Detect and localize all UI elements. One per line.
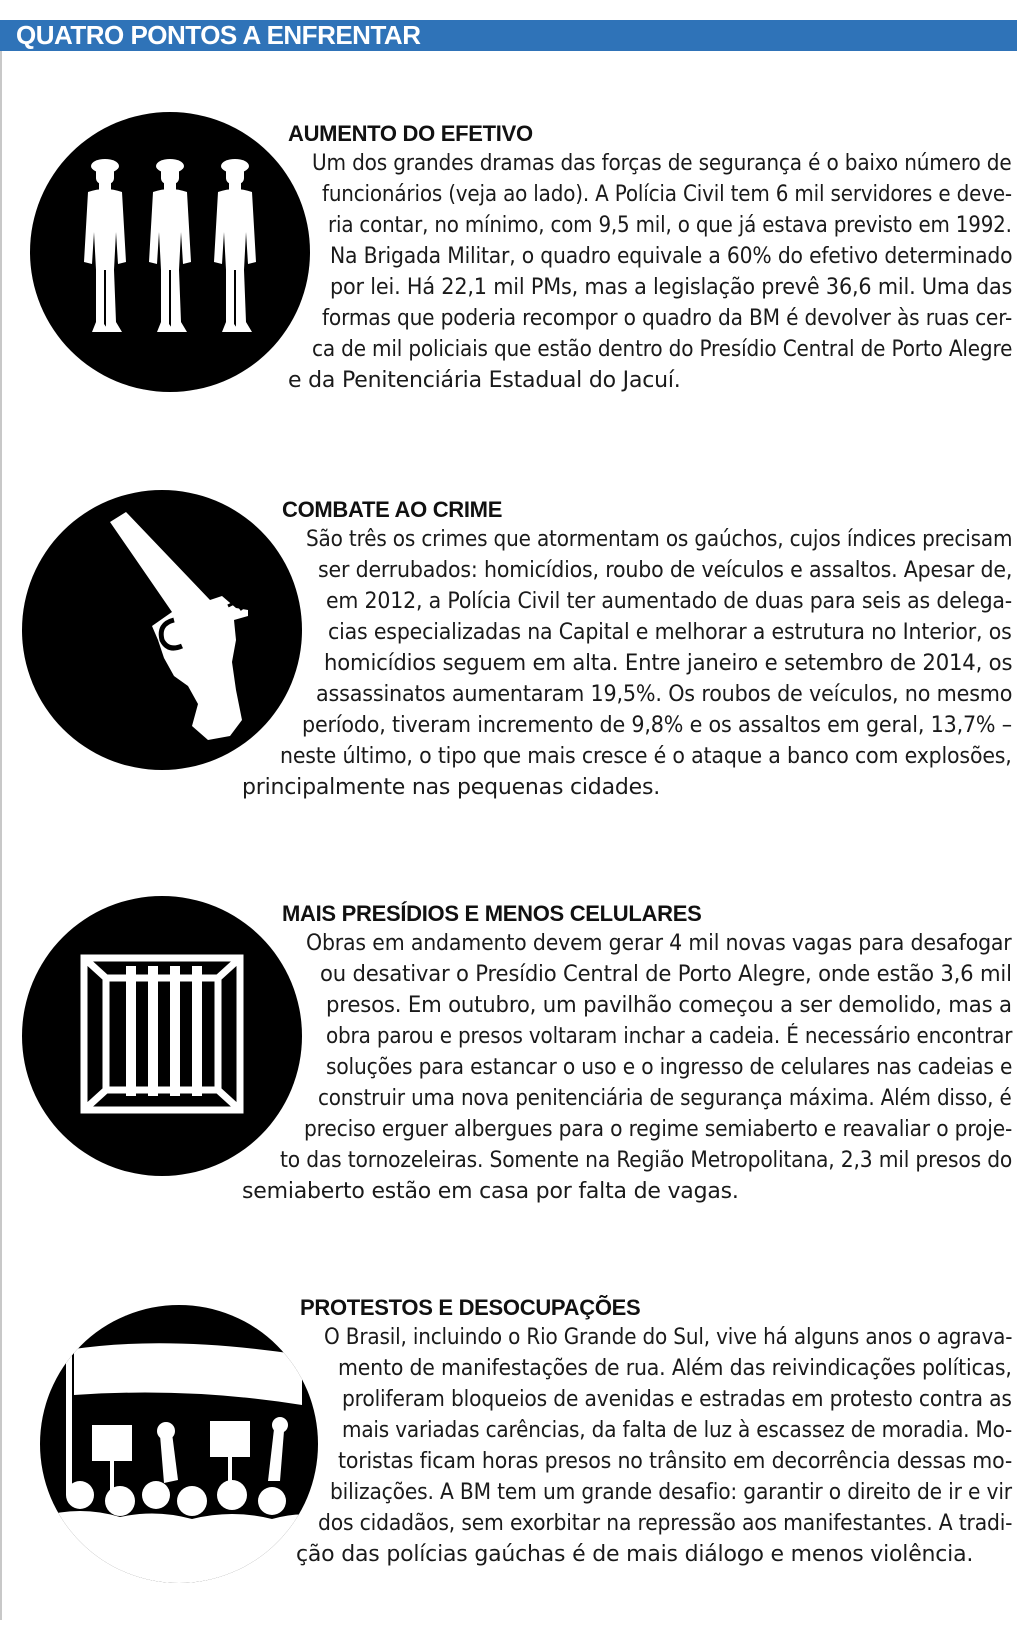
body-line: ser derrubados: homicídios, roubo de veículos e assaltos. Apesar de, <box>318 558 1013 583</box>
body-line: ca de mil policiais que estão dentro do Presídio Central de Porto Alegre <box>312 337 1013 362</box>
body-line: toristas ficam horas presos no trânsito em decorrência dessas mo- <box>338 1449 1013 1474</box>
section-title: MAIS PRESÍDIOS E MENOS CELULARES <box>282 901 702 926</box>
police-officers-icon <box>30 112 310 392</box>
body-line: bilizações. A BM tem um grande desafio: garantir o direito de ir e vir <box>330 1480 1012 1505</box>
body-line: soluções para estancar o uso e o ingresso de celulares nas cadeias e <box>326 1055 1013 1080</box>
body-line: por lei. Há 22,1 mil PMs, mas a legislação prevê 36,6 mil. Uma das <box>330 275 1013 300</box>
body-line: O Brasil, incluindo o Rio Grande do Sul, vive há alguns anos o agrava- <box>324 1325 1013 1350</box>
body-line: em 2012, a Polícia Civil ter aumentado de duas para seis as delega- <box>326 589 1012 614</box>
body-line: cias especializadas na Capital e melhorar a estrutura no Interior, os <box>328 620 1012 645</box>
body-line: São três os crimes que atormentam os gaúchos, cujos índices precisam <box>306 527 1013 552</box>
body-line: principalmente nas pequenas cidades. <box>242 775 661 800</box>
body-line: obra parou e presos voltaram inchar a cadeia. É necessário encontrar <box>326 1024 1013 1049</box>
body-line: formas que poderia recompor o quadro da BM é devolver às ruas cer- <box>322 306 1013 331</box>
body-line: Um dos grandes dramas das forças de segurança é o baixo número de <box>312 151 1012 176</box>
body-line: funcionários (veja ao lado). A Polícia Civil tem 6 mil servidores e deve- <box>322 182 1012 207</box>
body-line: semiaberto estão em casa por falta de vagas. <box>242 1179 739 1204</box>
body-line: ção das polícias gaúchas é de mais diálogo e menos violência. <box>296 1542 974 1567</box>
section-title: COMBATE AO CRIME <box>282 497 503 522</box>
body-line: dos cidadãos, sem exorbitar na repressão aos manifestantes. A tradi- <box>318 1511 1013 1536</box>
body-line: to das tornozeleiras. Somente na Região Metropolitana, 2,3 mil presos do <box>280 1148 1013 1173</box>
body-line: assassinatos aumentaram 19,5%. Os roubos de veículos, no mesmo <box>316 682 1013 707</box>
body-line: ou desativar o Presídio Central de Porto Alegre, onde estão 3,6 mil <box>320 962 1012 987</box>
body-line: período, tiveram incremento de 9,8% e os assaltos em geral, 13,7% – <box>302 713 1012 738</box>
body-line: construir uma nova penitenciária de segurança máxima. Além disso, é <box>318 1086 1012 1111</box>
body-line: Obras em andamento devem gerar 4 mil novas vagas para desafogar <box>306 931 1012 956</box>
body-line: mais variadas carências, da falta de luz à escassez de moradia. Mo- <box>342 1418 1013 1443</box>
header-title: QUATRO PONTOS A ENFRENTAR <box>16 20 421 50</box>
body-line: preciso erguer albergues para o regime semiaberto e reavaliar o proje- <box>304 1117 1013 1142</box>
body-line: homicídios seguem em alta. Entre janeiro e setembro de 2014, os <box>324 651 1013 676</box>
prison-cell-icon <box>22 896 302 1176</box>
body-line: presos. Em outubro, um pavilhão começou a ser demolido, mas a <box>326 993 1012 1018</box>
body-line: ria contar, no mínimo, com 9,5 mil, o que já estava previsto em 1992. <box>328 213 1012 238</box>
body-line: e da Penitenciária Estadual do Jacuí. <box>288 368 681 393</box>
protest-crowd-icon <box>40 1305 318 1583</box>
header-bar <box>0 20 1017 51</box>
left-rule <box>0 20 2 1620</box>
revolver-icon <box>22 490 302 770</box>
body-line: mento de manifestações de rua. Além das reivindicações políticas, <box>338 1356 1012 1381</box>
section-title: AUMENTO DO EFETIVO <box>288 121 533 146</box>
body-line: neste último, o tipo que mais cresce é o ataque a banco com explosões, <box>280 744 1012 769</box>
body-line: Na Brigada Militar, o quadro equivale a 60% do efetivo determinado <box>330 244 1013 269</box>
body-line: proliferam bloqueios de avenidas e estradas em protesto contra as <box>342 1387 1012 1412</box>
section-title: PROTESTOS E DESOCUPAÇÕES <box>300 1295 641 1320</box>
